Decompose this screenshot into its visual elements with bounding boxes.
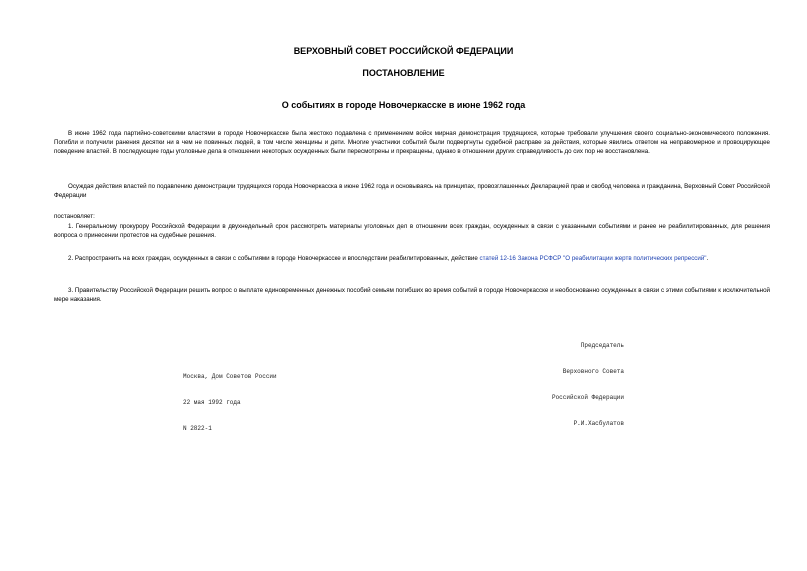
clause-1-text: 1. Генеральному прокурору Российской Федерации в двухнедельный срок рассмотреть материалы уголовных дел в отношении всех граждан, осужденных в связи с указанными событиями и ранее не реабилитированных, для решения вопроса о принесении протестов на судебные решения.	[54, 223, 770, 240]
issuing-body-heading: ВЕРХОВНЫЙ СОВЕТ РОССИЙСКОЙ ФЕДЕРАЦИИ	[293, 46, 514, 56]
place-text: Москва, Дом Советов России	[183, 373, 277, 381]
signature-block	[552, 325, 624, 445]
preamble-paragraph	[54, 129, 770, 157]
clause-2-end: .	[706, 255, 709, 262]
preamble-text: В июне 1962 года партийно-советскими властями в городе Новочеркасске была жестоко подавлена с применением войск мирная демонстрация трудящихся, которые требовали улучшения своего социально-экономического положения. Погибли и получили ранения десятки ни в чем не повинных людей, в том числе женщины и дети. Многие участники событий были подвергнуты судебной расправе за действия, которые явились ответом на неправомерное и провоцирующее поведение властей. В последующие годы уголовные дела в отношении некоторых осужденных были пересмотрены и прекращены, однако в отношении других справедливость до сих пор не восстановлена.	[54, 130, 770, 156]
signature-position: Председатель	[580, 342, 624, 350]
document-title: О событиях в городе Новочеркасске в июне 1962 года	[281, 100, 526, 110]
grounds-text: Осуждая действия властей по подавлению демонстрации трудящихся города Новочеркасска в июне 1962 года и основываясь на принципах, провозглашенных Декларацией прав и свобод человека и гражданина, Верховный Совет Российской Федерации	[54, 183, 770, 200]
document-type-heading: ПОСТАНОВЛЕНИЕ	[362, 68, 445, 78]
clause-2-text: 2. Распространить на всех граждан, осужденных в связи с событиями в городе Новочеркасске и впоследствии реабилитированных, действие	[68, 255, 480, 262]
clause-3-text: 3. Правительству Российской Федерации решить вопрос о выплате единовременных денежных пособий семьям погибших во время событий в городе Новочеркасске и необоснованно осужденных в связи с этими событиями к исключительной мере наказания.	[54, 287, 770, 304]
signature-name: Р.И.Хасбулатов	[573, 419, 624, 427]
place-date-block	[183, 356, 277, 451]
rehabilitation-law-link[interactable]: статей 12-16 Закона РСФСР "О реабилитации жертв политических репрессий"	[479, 255, 707, 262]
date-text: 22 мая 1992 года	[183, 398, 241, 406]
clause-1-paragraph	[54, 222, 770, 240]
clause-3-paragraph	[54, 286, 770, 304]
signature-body: Верховного Совета	[562, 367, 624, 375]
document-number: N 2822-1	[183, 424, 212, 432]
resolves-paragraph: постановляет:	[54, 213, 95, 220]
grounds-paragraph	[54, 182, 770, 200]
signature-country: Российской Федерации	[551, 393, 624, 401]
clause-2-paragraph	[54, 254, 770, 263]
